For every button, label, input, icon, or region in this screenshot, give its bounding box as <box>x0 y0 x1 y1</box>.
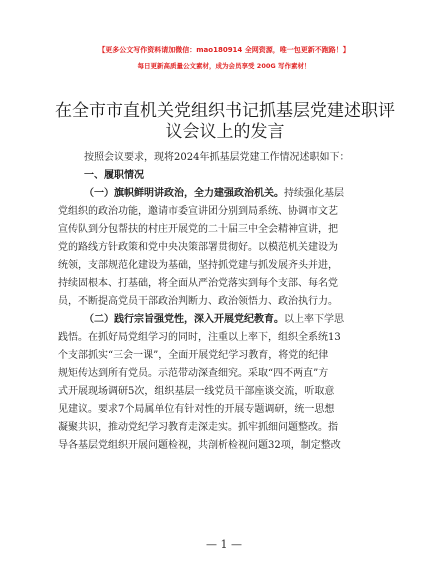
intro-paragraph: 按照会议要求，现将2024年抓基层党建工作情况述职如下： <box>84 152 350 163</box>
document-title-line-2: 议会议上的发言 <box>165 122 285 142</box>
paragraph-2-line-8: 导各基层党组织开展问题检视，共剖析检视问题32项，制定整改 <box>58 440 341 451</box>
paragraph-2-line-2: 践悟。在抓好局党组学习的同时，注重以上率下，组织全系统13 <box>58 332 341 343</box>
document-title-line-1: 在全市市直机关党组织书记抓基层党建述职评 <box>55 101 395 121</box>
paragraph-1-line-4: 党的路线方针政策和党中央决策部署贯彻好。以模范机关建设为 <box>58 242 338 253</box>
paragraph-2-line-1 <box>84 313 394 326</box>
paragraph-2-line-3: 个支部抓实“三会一课”，全面开展党纪学习教育，将党的纪律 <box>58 350 329 361</box>
paragraph-1-line-1-text: 持续强化基层 <box>284 188 344 199</box>
paragraph-1-line-7: 员，不断提高党员干部政治判断力、政治领悟力、政治执行力。 <box>58 296 338 307</box>
promo-banner-line-2: 每日更新高质量公文素材，成为会员享受 200G 写作素材！ <box>137 62 311 70</box>
paragraph-1-line-2: 党组织的政治功能，邀请市委宣讲团分别到局系统、协调市文艺 <box>58 206 338 217</box>
paragraph-1-line-6: 持续固根本、打基础，将全面从严治党落实到每个支部、每名党 <box>58 278 338 289</box>
paragraph-1-line-5: 统领，支部规范化建设为基础，坚持抓党建与抓发展齐头并进， <box>58 260 338 271</box>
promo-banner-line-1: 【更多公文写作资料请加微信：mao180914 全网资源，唯一包更新不跑路！】 <box>98 46 350 54</box>
section-heading-1: 一、履职情况 <box>84 170 144 181</box>
paragraph-1-heading: （一）旗帜鲜明讲政治，全力建强政治机关。 <box>84 188 284 199</box>
paragraph-2-line-5: 式开展现场调研5次，组织基层一线党员干部座谈交流，听取意 <box>58 386 335 397</box>
paragraph-1-line-1 <box>84 187 394 200</box>
paragraph-2-line-4: 规矩传达到所有党员。示范带动深查细究。采取“四不两直”方 <box>58 368 329 379</box>
paragraph-2-line-6: 见建议。要求7个局属单位有针对性的开展专题调研，统一思想 <box>58 404 335 415</box>
page-number: — 1 — <box>206 538 242 551</box>
paragraph-2-line-7: 凝聚共识，推动党纪学习教育走深走实。抓牢抓细问题整改。指 <box>58 422 338 433</box>
paragraph-2-line-1-text: 以上率下学思 <box>284 314 344 325</box>
paragraph-1-line-3: 宣传队到分包帮扶的村庄开展党的二十届三中全会精神宣讲，把 <box>58 224 338 235</box>
paragraph-2-heading: （二）践行宗旨强党性，深入开展党纪教育。 <box>84 314 284 325</box>
